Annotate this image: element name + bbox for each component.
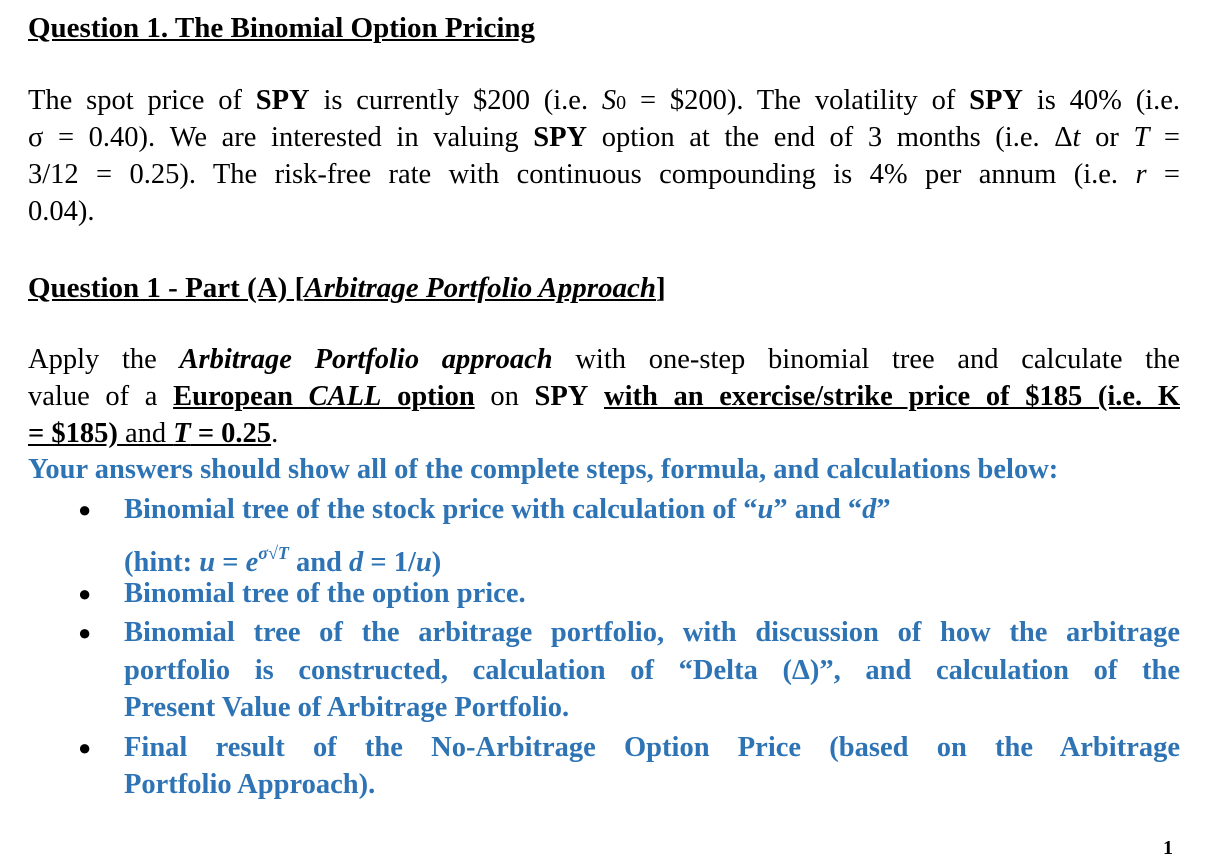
- text: European: [173, 381, 309, 412]
- text: .: [271, 418, 279, 449]
- ticker: SPY: [255, 85, 310, 116]
- ticker: SPY: [534, 381, 589, 412]
- text: value of a: [28, 381, 174, 412]
- text: ): [431, 547, 442, 578]
- bullet-3-line-1: Binomial tree of the arbitrage portfolio, with discussion of how the arbitrage: [124, 617, 1180, 648]
- strike-value: = $185): [28, 418, 118, 449]
- symbol-e: e: [245, 547, 259, 578]
- text: σ = 0.40). We are interested in valuing: [28, 122, 534, 153]
- page-number: 1: [1163, 837, 1173, 859]
- text: with one-step binomial tree and calculate the: [552, 344, 1181, 375]
- ticker: SPY: [969, 85, 1023, 116]
- symbol-u: u: [199, 547, 216, 578]
- intro-line-2: [28, 120, 1180, 156]
- instruction: Your answers should show all of the complete steps, formula, and calculations below:: [28, 454, 1059, 485]
- question-heading: Question 1. The Binomial Option Pricing: [28, 12, 536, 44]
- symbol-r: r: [1135, 159, 1147, 190]
- bullet-1-hint: [124, 535, 441, 581]
- bullet-1-text: [124, 492, 891, 528]
- text: = $200). The volatility of: [626, 85, 970, 116]
- text: 3/12 = 0.25). The risk-free rate with continuous compounding is 4% per annum (i.e.: [28, 159, 1136, 190]
- symbol-u: u: [415, 547, 432, 578]
- text: =: [1149, 122, 1180, 153]
- text: Binomial tree of the stock price with calculation of “: [124, 494, 758, 525]
- text: is 40% (i.e.: [1023, 85, 1180, 116]
- european-call-option: [173, 381, 475, 412]
- text: ]: [656, 272, 666, 304]
- intro-line-3: [28, 157, 1180, 193]
- apply-line-1: [28, 342, 1180, 378]
- text: or: [1080, 122, 1134, 153]
- text: =: [1146, 159, 1180, 190]
- text: [588, 381, 604, 412]
- symbol-T: T: [173, 418, 191, 449]
- bullet-2-text: Binomial tree of the option price.: [124, 578, 526, 609]
- bullet-4-line-2: Portfolio Approach).: [124, 769, 376, 800]
- intro-line-1: [28, 83, 1180, 121]
- bullet-2-marker: ●: [78, 581, 92, 606]
- strike-price: with an exercise/strike price of $185 (i.e. K: [604, 381, 1181, 412]
- subscript: 0: [616, 92, 627, 114]
- bullet-3-line-2: portfolio is constructed, calculation of “Delta (Δ)”, and calculation of the: [124, 655, 1180, 686]
- symbol-s: S: [601, 85, 617, 116]
- text: and: [117, 418, 174, 449]
- text: CALL: [308, 381, 382, 412]
- text: on: [474, 381, 535, 412]
- text: ” and “: [773, 494, 863, 525]
- text: The spot price of: [28, 85, 256, 116]
- bullet-4-marker: ●: [78, 735, 92, 760]
- symbol-d: d: [862, 494, 877, 525]
- text: option: [381, 381, 475, 412]
- text: ”: [876, 494, 891, 525]
- text: option at the end of 3 months (i.e. Δ: [587, 122, 1073, 153]
- text: is currently $200 (i.e.: [309, 85, 602, 116]
- text: and: [288, 547, 350, 578]
- text: (hint:: [124, 547, 200, 578]
- text: = 1/: [363, 547, 416, 578]
- symbol-u: u: [757, 494, 774, 525]
- bullet-3-marker: ●: [78, 620, 92, 645]
- bullet-1-marker: ●: [78, 497, 92, 522]
- ticker: SPY: [533, 122, 588, 153]
- apply-line-3: [28, 416, 278, 452]
- exponent: σ√T: [258, 543, 289, 563]
- symbol-d: d: [349, 547, 364, 578]
- bullet-4-line-1: Final result of the No-Arbitrage Option Price (based on the Arbitrage: [124, 732, 1180, 763]
- italic-text: Arbitrage Portfolio Approach: [304, 272, 657, 304]
- symbol-t: t: [1072, 122, 1081, 153]
- apply-line-2: [28, 379, 1180, 415]
- intro-line-4: 0.04).: [28, 196, 95, 227]
- text: Apply the: [28, 344, 180, 375]
- symbol-T: T: [1133, 122, 1150, 153]
- text: =: [215, 547, 246, 578]
- text: = 0.25: [190, 418, 272, 449]
- part-a-heading: [28, 270, 666, 306]
- emphasis: Arbitrage Portfolio approach: [179, 344, 553, 375]
- bullet-3-line-3: Present Value of Arbitrage Portfolio.: [124, 692, 570, 723]
- text: Question 1 - Part (A) [: [28, 272, 305, 304]
